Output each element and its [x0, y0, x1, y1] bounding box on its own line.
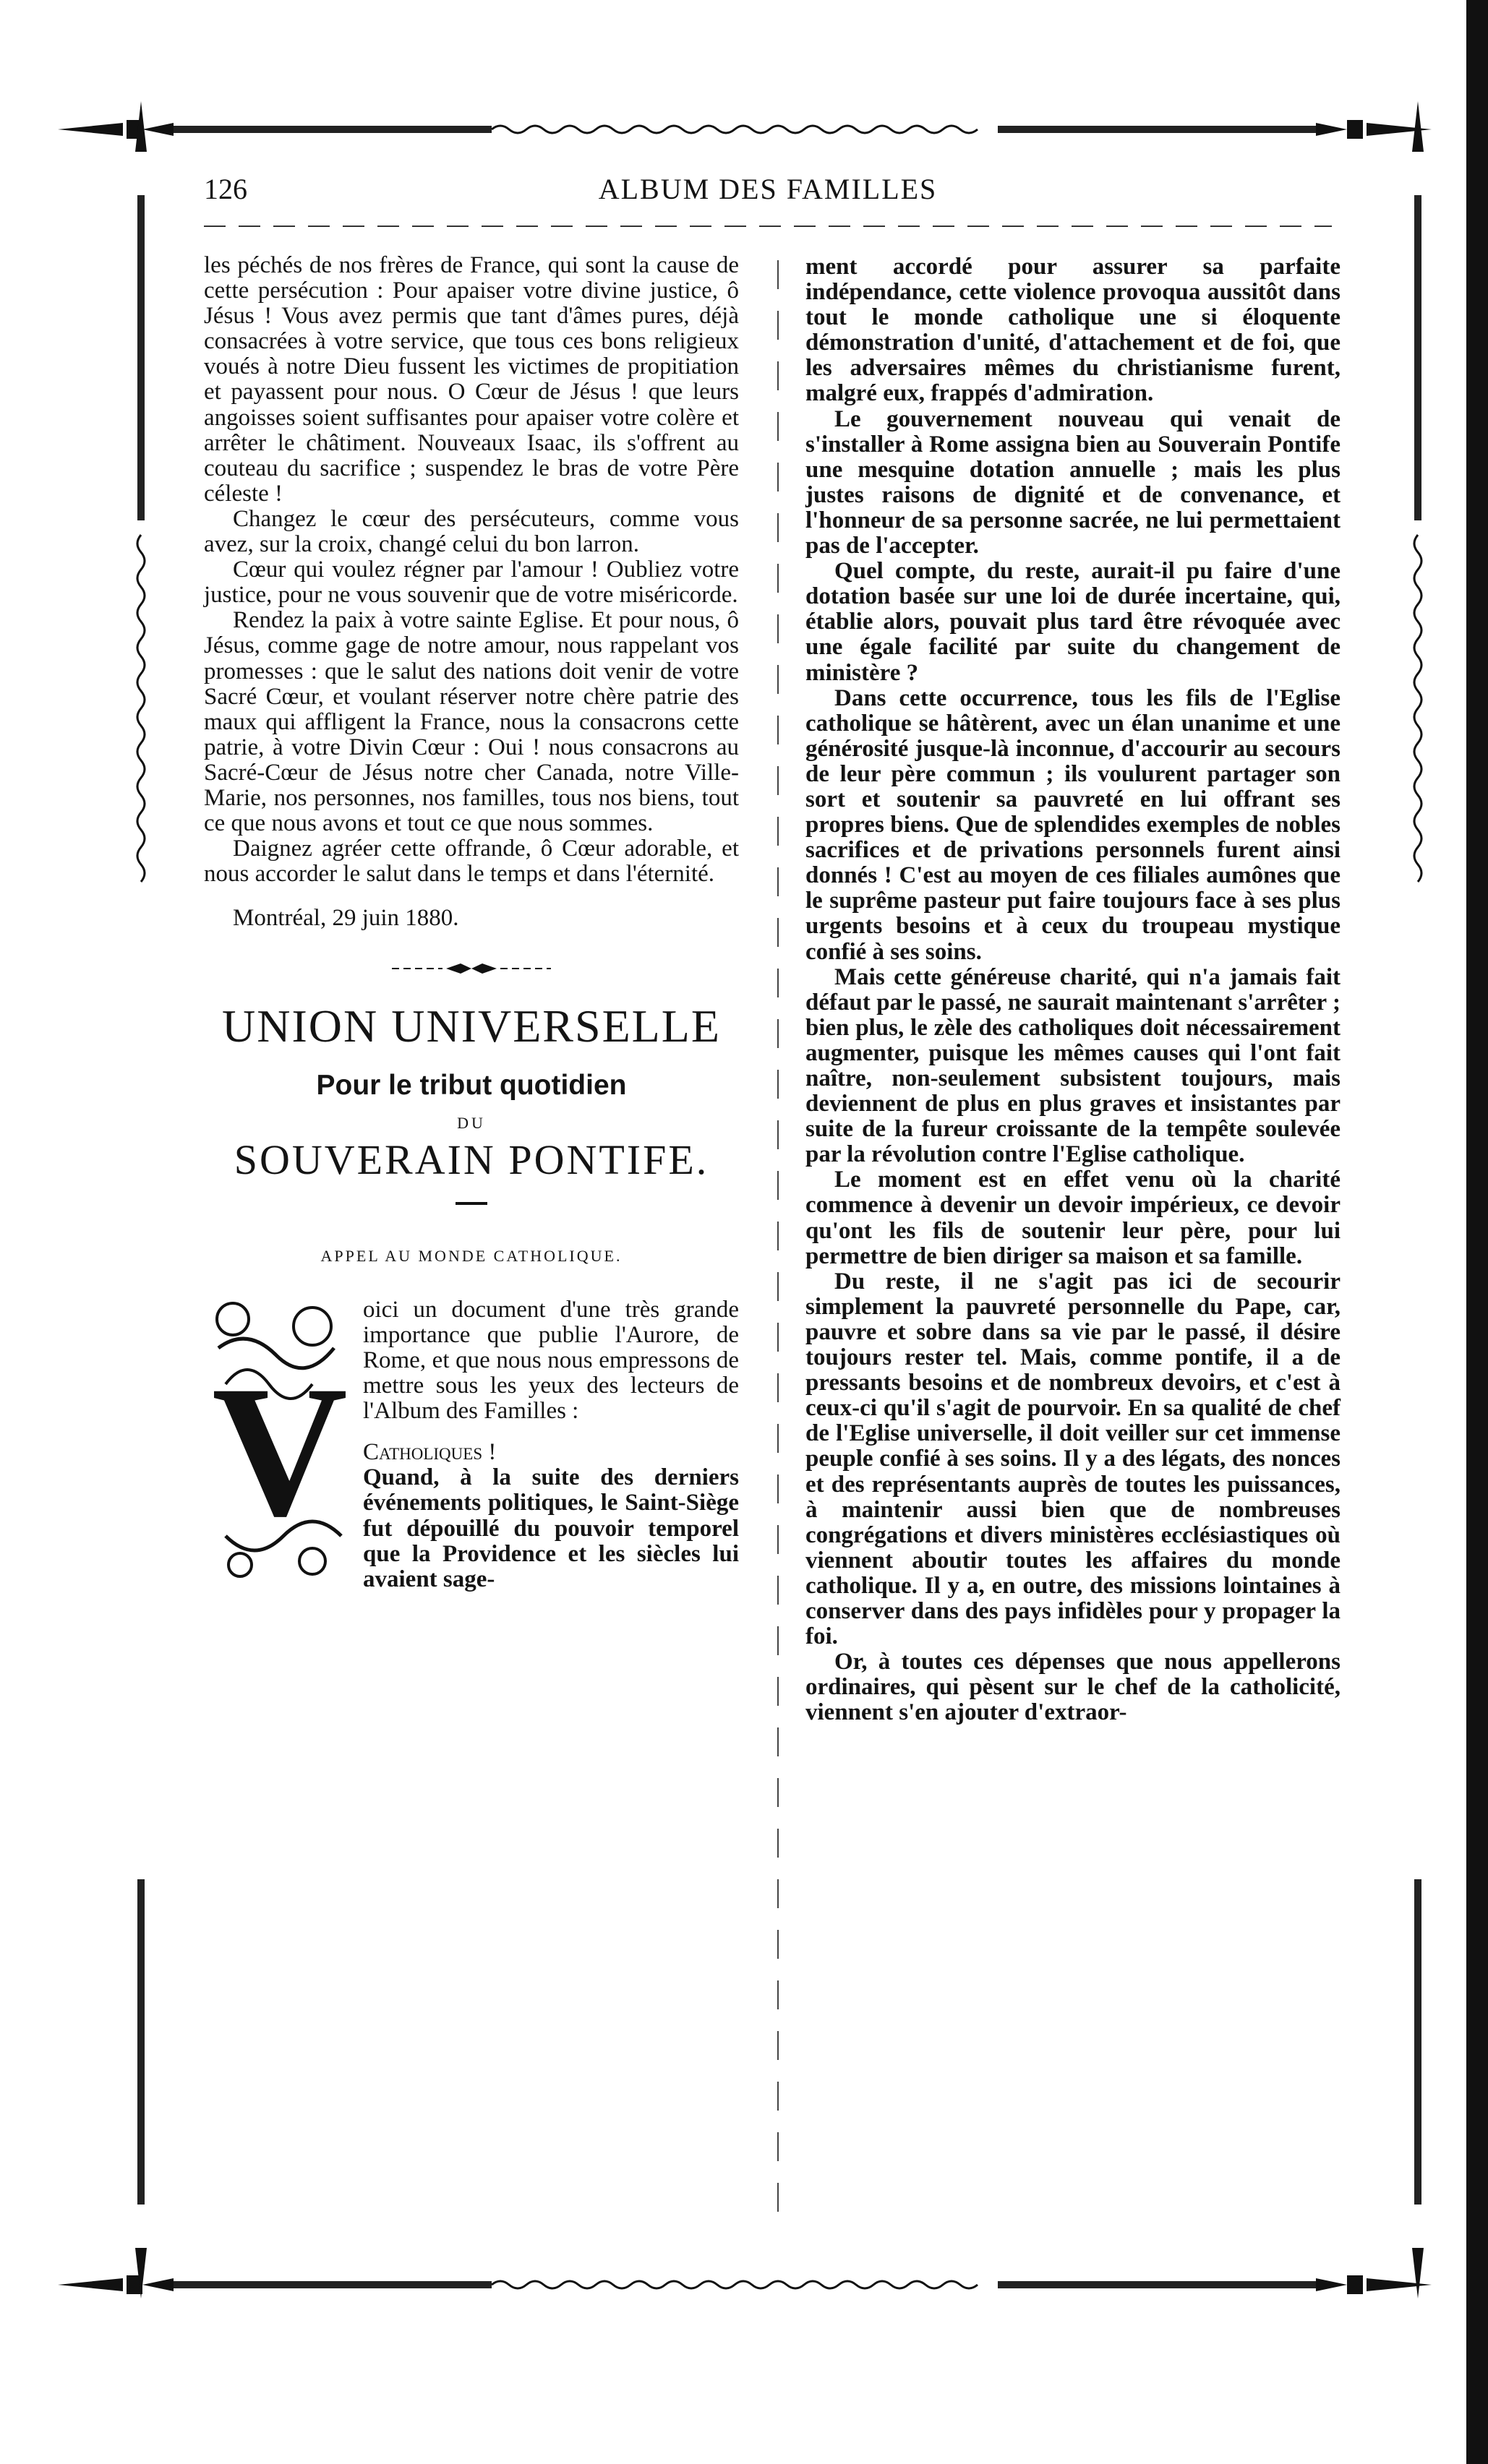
paragraph: Cœur qui voulez régner par l'amour ! Oubliez votre justice, pour ne vous souvenir que de votre miséricorde.	[204, 557, 739, 609]
scan-edge-bar	[1466, 0, 1488, 2464]
left-column	[204, 253, 739, 1592]
top-border-ornament	[58, 113, 1432, 146]
paragraph: Changez le cœur des persécuteurs, comme vous avez, sur la croix, changé celui du bon larron.	[204, 505, 739, 558]
article-title: UNION UNIVERSELLE	[222, 1000, 721, 1052]
bottom-border-ornament	[58, 2268, 1432, 2301]
section-ornament	[392, 960, 551, 977]
intro-block	[204, 1297, 739, 1592]
ornate-dropcap-v	[204, 1297, 356, 1587]
catholiques-heading: Catholiques !	[363, 1439, 497, 1466]
right-border-ornament	[1407, 101, 1429, 2298]
paragraph: ment accordé pour assurer sa parfaite indépendance, cette violence provoqua aussitôt dans tout le monde catholique une si éloquente démonstration d'unité, d'attachement et de foi, que les adversaires mêmes du christianisme furent, malgré eux, frappés d'admiration.	[805, 254, 1341, 407]
paragraph: Mais cette généreuse charité, qui n'a jamais fait défaut par le passé, ne saurait maintenant s'arrêter ; bien plus, le zèle des catholiques doit nécessairement augmenter, puisque les mêmes causes qui l'ont fait naître, non-seulement subsistent toujours, mais deviennent de plus en plus graves et insistantes par suite de la fureur croissante de la tempête soulevée par la révolution contre l'Eglise catholique.	[805, 963, 1341, 1168]
appeal-heading: APPEL AU MONDE CATHOLIQUE.	[320, 1246, 623, 1265]
article-title-2: SOUVERAIN PONTIFE.	[234, 1136, 709, 1183]
header-rule	[204, 224, 1332, 228]
right-column	[805, 254, 1341, 1725]
dateline: Montréal, 29 juin 1880.	[233, 905, 459, 932]
left-border-ornament	[130, 101, 152, 2298]
paragraph: Quel compte, du reste, aurait-il pu faire d'une dotation basée sur une loi de durée incertaine, qui, établie alors, pouvait plus tard être révoquée avec une égale facilité par suite du changement de ministère ?	[805, 558, 1341, 686]
paragraph: Daignez agréer cette offrande, ô Cœur adorable, et nous accorder le salut dans le temps et dans l'éternité.	[204, 836, 739, 888]
article-subtitle: Pour le tribut quotidien	[316, 1070, 627, 1102]
paragraph: Or, à toutes ces dépenses que nous appellerons ordinaires, qui pèsent sur le chef de la catholicité, viennent s'en ajouter d'extraor-	[805, 1649, 1341, 1726]
paragraph: Rendez la paix à votre sainte Eglise. Et pour nous, ô Jésus, comme gage de notre amour, nous rappelant vos promesses : que le salut des nations doit venir de votre Sacré Cœur, et voulant réserver notre chère patrie des maux qui affligent la France, nous la consacrons cette patrie, à votre Divin Cœur : Oui ! nous consacrons au Sacré-Cœur de Jésus notre cher Canada, notre Ville-Marie, nos personnes, nos familles, tous nos biens, tout ce que nous avons et tout ce que nous sommes.	[204, 607, 739, 837]
column-divider	[777, 260, 779, 2212]
dropcap-letter: V	[212, 1347, 348, 1555]
page-header	[204, 172, 1332, 215]
paragraph: Dans cette occurrence, tous les fils de l'Eglise catholique se hâtèrent, avec un élan unanime et une générosité jusque-là inconnue, d'accourir au secours de leur père commun ; ils voulurent partager son sort et soutenir sa pauvreté en lui offrant ses propres biens. Que de splendides exemples de nobles sacrifices et de privations personnels furent ainsi donnés ! C'est au moyen de ces filiales aumônes que le suprême pasteur put faire toujours face à ses plus urgents besoins et à ceux du troupeau mystique confié à ses soins.	[805, 684, 1341, 965]
paragraph: Le moment est en effet venu où la charité commence à devenir un devoir impérieux, ce devoir qu'ont les fils de soutenir leur père, pour lui permettre de bien diriger sa maison et sa famille.	[805, 1167, 1341, 1269]
running-title: ALBUM DES FAMILLES	[598, 173, 938, 205]
short-rule	[456, 1201, 487, 1206]
paragraph: les péchés de nos frères de France, qui sont la cause de cette persécution : Pour apaiser votre divine justice, ô Jésus ! Vous avez permis que tant d'âmes pures, déjà consacrées à votre service, que tous ces bons religieux voués à notre Dieu fussent les victimes de propitiation et payassent pour nous. O Cœur de Jésus ! que leurs angoisses soient suffisantes pour apaiser votre colère et arrêter le châtiment. Nouveaux Isaac, ils s'offrent au couteau du sacrifice ; suspendez le bras de votre Père céleste !	[204, 252, 739, 507]
paragraph: Du reste, il ne s'agit pas ici de secourir simplement la pauvreté personnelle du Pape, car, pauvre et sobre dans sa vie par le passé, il désire toujours rester tel. Mais, comme pontife, il a de pressants besoins et de nombreux devoirs, et c'est à ceux-ci qu'il s'agit de pourvoir. En sa qualité de chef de l'Eglise universelle, il doit veiller sur cet immense peuple confié à ses soins. Il y a des légats, des nonces et des représentants auprès de toutes les puissances, à maintenir aussi bien que de nombreuses congrégations et divers ministères ecclésiastiques où viennent aboutir toutes les affaires du monde catholique. Il y a, en outre, des missions lointaines à conserver dans des pays infidèles pour y propager la foi.	[805, 1268, 1341, 1650]
article-du: DU	[457, 1113, 486, 1132]
page-number: 126	[204, 173, 247, 205]
paragraph: Le gouvernement nouveau qui venait de s'installer à Rome assigna bien au Souverain Pontife une mesquine dotation annuelle ; mais les plus justes raisons de dignité et de convenance, et l'honneur de sa personne sacrée, ne lui permettaient pas de l'accepter.	[805, 405, 1341, 559]
paragraph: Quand, à la suite des derniers événements politiques, le Saint-Siège fut dépouillé du pouvoir temporel que la Providence et les siècles lui avaient sage-	[363, 1464, 739, 1592]
intro-paragraph: oici un document d'une très grande importance que publie l'Aurore, de Rome, et que nous nous empressons de mettre sous les yeux des lecteurs de l'Album des Familles :	[363, 1296, 739, 1425]
